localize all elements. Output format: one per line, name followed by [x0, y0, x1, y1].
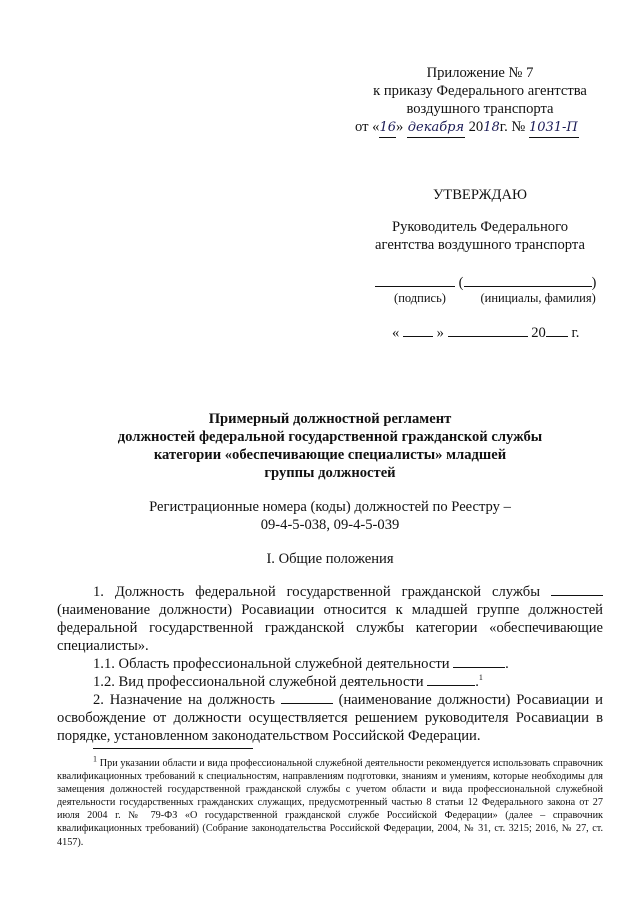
- paragraph-1: [57, 581, 603, 655]
- footnote-mark: 1: [93, 754, 97, 764]
- handwritten-year: 18: [483, 120, 500, 135]
- document-title: [60, 410, 600, 482]
- date-month-blank: [448, 322, 528, 337]
- paragraph-1-1-text: 1.1. Область профессиональной служебной деятельности: [93, 656, 450, 672]
- order-date-line: [355, 118, 625, 138]
- approval-title: УТВЕРЖДАЮ: [432, 187, 528, 203]
- date-year-blank: [546, 322, 568, 337]
- approval-date-line: [392, 322, 612, 342]
- footnote-reference[interactable]: 1: [478, 673, 483, 683]
- appendix-order-line: к приказу Федерального агентства: [373, 83, 587, 99]
- signature-paren-open: (: [458, 275, 464, 291]
- paragraph-1-rest: (наименование должности) Росавиации относится к младшей группе должностей федеральной государственной гражданской службы категории «обеспечивающие специалисты».: [57, 602, 603, 654]
- footnote: [57, 754, 604, 849]
- initials-blank: [464, 272, 592, 287]
- paragraph-1-start: 1. Должность федеральной государственной гражданской службы: [93, 584, 541, 600]
- signature-line: [375, 272, 615, 292]
- section-heading: I. Общие положения: [266, 551, 394, 567]
- paragraph-2-start: 2. Назначение на должность: [93, 692, 275, 708]
- title-line1: Примерный должностной регламент: [208, 411, 452, 427]
- footnote-text: При указании области и вида профессиональной служебной деятельности рекомендуется использовать справочник квалификационных требований к специальностям, направлениям подготовки, знаниям и умениям, которые необходимы для замещения должностей государственной гражданской службы с учетом области и вида профессиональной служебной деятельности государственных гражданских служащих, предусмотренный частью 8 статьи 12 Федерального закона от 27 июля 2004 г. № 79-ФЗ «О государственной гражданской службе Российской Федерации» (далее – справочник квалификационных требований) (Собрание законодательства Российской Федерации, 2004, № 31, ст. 3215; 2016, № 27, ст. 4157).: [57, 758, 604, 848]
- title-line4: группы должностей: [264, 465, 396, 481]
- signature-paren-close: ): [591, 275, 597, 291]
- order-year-prefix: 20: [468, 119, 484, 135]
- paragraph-1-2-period: .: [475, 674, 479, 690]
- date-quote-close: »: [436, 325, 444, 341]
- signature-blank: [375, 272, 455, 287]
- order-year-suffix: г. №: [499, 119, 526, 135]
- kind-blank: [427, 671, 475, 686]
- signature-caption: (подпись): [394, 291, 446, 305]
- order-from-text: от «: [355, 119, 380, 135]
- paragraph-1-1: [93, 653, 593, 673]
- title-line2: должностей федеральной государственной гражданской службы: [117, 429, 543, 445]
- approval-position: [360, 218, 600, 254]
- paragraph-1-2-text: 1.2. Вид профессиональной служебной деятельности: [93, 674, 424, 690]
- appendix-block: [360, 64, 600, 118]
- registry-numbers: [60, 498, 600, 534]
- handwritten-month: декабря: [407, 119, 465, 138]
- appendix-agency-line: воздушного транспорта: [406, 101, 554, 117]
- initials-caption: (инициалы, фамилия): [480, 291, 596, 305]
- handwritten-day: 16: [379, 119, 396, 138]
- paragraph-1-2: [93, 671, 593, 691]
- date-suffix: г.: [571, 325, 580, 341]
- handwritten-order-number: 1031-П: [529, 119, 579, 138]
- approval-position-line2: агентства воздушного транспорта: [375, 237, 585, 253]
- order-quote-close: »: [395, 119, 404, 135]
- date-day-blank: [403, 322, 433, 337]
- registry-line1: Регистрационные номера (коды) должностей по Реестру –: [149, 499, 511, 515]
- appendix-title: Приложение № 7: [426, 65, 534, 81]
- area-blank: [453, 653, 505, 668]
- date-quote-open: «: [392, 325, 400, 341]
- date-year-prefix: 20: [531, 325, 546, 341]
- position-name-blank: [551, 581, 603, 596]
- registry-line2: 09-4-5-038, 09-4-5-039: [260, 517, 400, 533]
- title-line3: категории «обеспечивающие специалисты» младшей: [153, 447, 507, 463]
- footnote-separator: [93, 748, 253, 749]
- signature-captions: [375, 291, 625, 306]
- paragraph-1-1-period: .: [505, 656, 509, 672]
- approval-position-line1: Руководитель Федерального: [392, 219, 568, 235]
- paragraph-2-line1-end: (наименование должности) Росавиации и: [338, 692, 603, 708]
- paragraph-2-rest: освобождение от должности осуществляется решением руководителя Росавиации в порядке, установленном законодательством Российской Федерации.: [57, 710, 603, 744]
- appointment-blank: [281, 689, 333, 704]
- paragraph-2: [57, 689, 603, 745]
